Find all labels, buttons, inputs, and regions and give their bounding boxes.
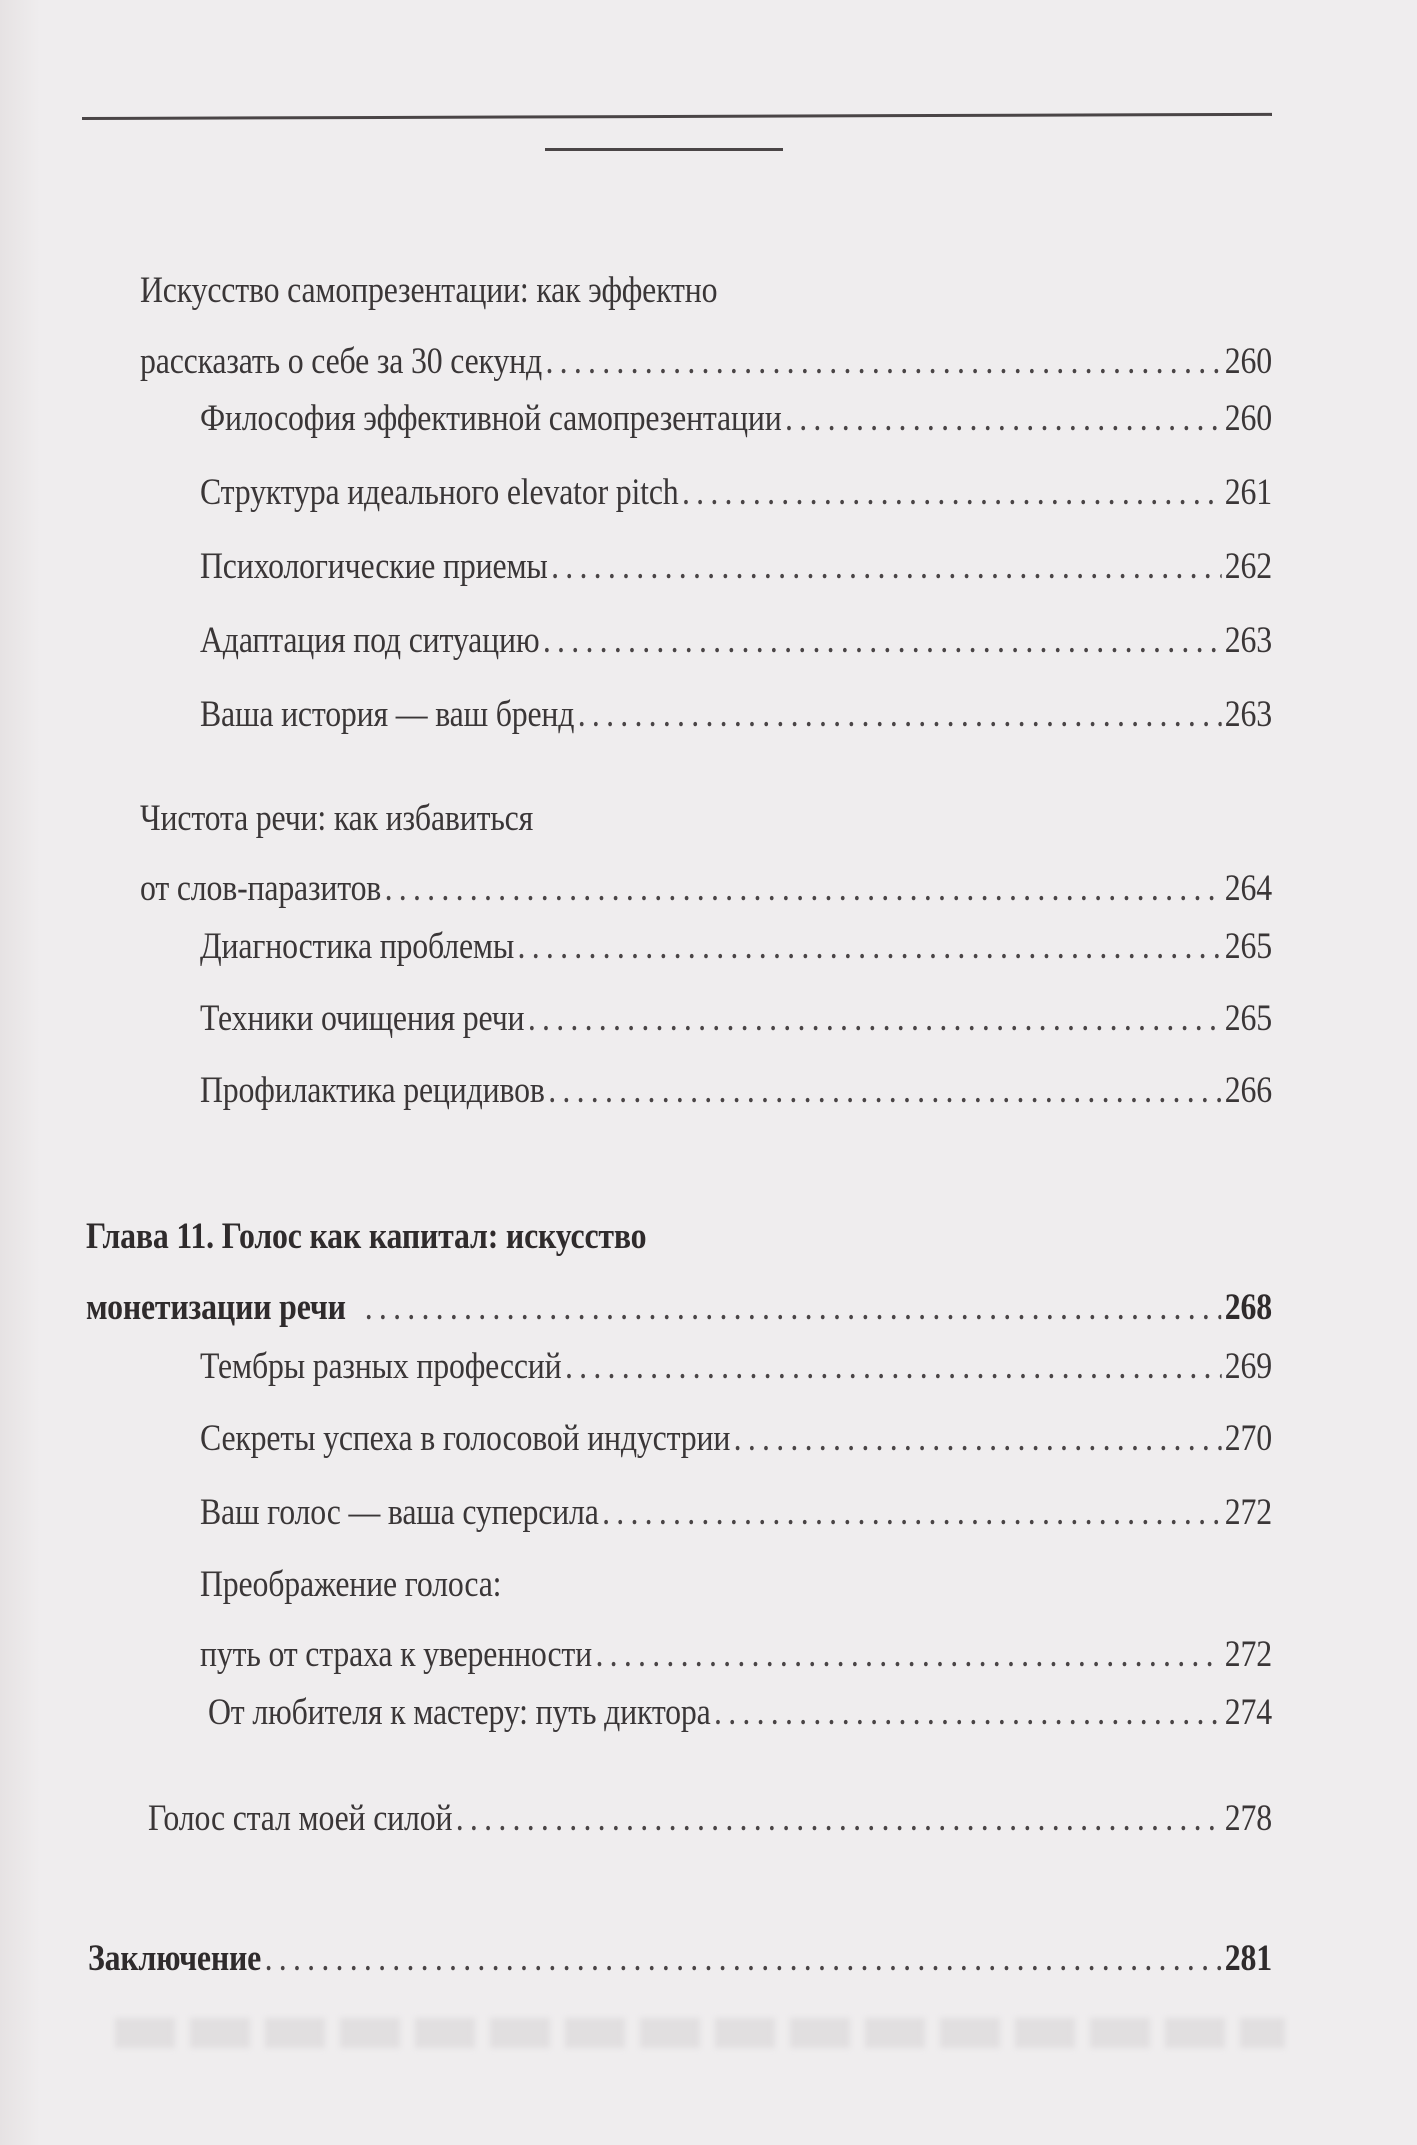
toc-title: Философия эффективной самопрезентации (200, 398, 782, 439)
toc-line (140, 272, 1272, 309)
toc-title: Психологические приемы (200, 546, 548, 587)
toc-line (140, 870, 1272, 907)
toc-subsection[interactable] (200, 696, 1272, 733)
toc-title: путь от страха к уверенности (200, 1634, 593, 1675)
toc-line (86, 1289, 1272, 1326)
toc-page-number: 260 (1224, 398, 1272, 439)
toc-page-number: 261 (1224, 472, 1272, 513)
toc-line (200, 1566, 1272, 1603)
toc-title: Ваша история — ваш бренд (200, 694, 575, 735)
toc-page-number: 265 (1224, 998, 1272, 1039)
toc-title: Тембры разных профессий (200, 1346, 562, 1387)
toc-chapter[interactable] (86, 1218, 1272, 1326)
bleed-through-text (115, 2018, 1285, 2048)
toc-leader-dots (602, 1494, 1221, 1531)
toc-line (208, 1694, 1272, 1731)
toc-subsection[interactable] (200, 622, 1272, 659)
toc-title: Чистота речи: как избавиться (140, 798, 534, 839)
page-edge-shadow (0, 0, 40, 2145)
toc-leader-dots (551, 548, 1221, 585)
toc-leader-dots (578, 696, 1222, 733)
toc-title: Ваш голос — ваша суперсила (200, 1492, 599, 1533)
toc-page-number: 266 (1224, 1070, 1272, 1111)
toc-leader-dots (385, 870, 1222, 907)
toc-leader-dots (518, 928, 1222, 965)
toc-line (200, 1000, 1272, 1037)
toc-line (200, 1494, 1272, 1531)
toc-leader-dots (682, 474, 1221, 511)
toc-title: Преображение голоса: (200, 1564, 502, 1605)
toc-line (88, 1940, 1272, 1977)
toc-subsection[interactable] (200, 474, 1272, 511)
toc-section[interactable] (148, 1800, 1272, 1837)
toc-subsection[interactable] (200, 1420, 1272, 1457)
toc-title: Секреты успеха в голосовой индустрии (200, 1418, 731, 1459)
toc-line (200, 696, 1272, 733)
toc-leader-dots (545, 343, 1221, 380)
toc-subsection[interactable] (200, 1494, 1272, 1531)
toc-leader-dots (714, 1694, 1221, 1731)
toc-page-number: 264 (1224, 868, 1272, 909)
toc-line (200, 928, 1272, 965)
toc-subsection[interactable] (200, 1566, 1272, 1673)
toc-title: Глава 11. Голос как капитал: искусство (86, 1216, 647, 1257)
toc-page-number: 270 (1224, 1418, 1272, 1459)
toc-leader-dots (785, 400, 1221, 437)
toc-title: Структура идеального elevator pitch (200, 472, 679, 513)
toc-section[interactable] (140, 272, 1272, 380)
toc-chapter[interactable] (88, 1940, 1272, 1977)
toc-subsection[interactable] (208, 1694, 1272, 1731)
header-rule (82, 113, 1272, 120)
toc-page-number: 263 (1224, 620, 1272, 661)
toc-subsection[interactable] (200, 1072, 1272, 1109)
toc-line (200, 474, 1272, 511)
toc-page-number: 269 (1224, 1346, 1272, 1387)
toc-page-number: 263 (1224, 694, 1272, 735)
toc-line (200, 1636, 1272, 1673)
toc-title: Техники очищения речи (200, 998, 525, 1039)
toc-title: Диагностика проблемы (200, 926, 515, 967)
toc-section[interactable] (140, 800, 1272, 907)
toc-title: От любителя к мастеру: путь диктора (208, 1692, 711, 1733)
toc-leader-dots (548, 1072, 1221, 1109)
toc-title: от слов-паразитов (140, 868, 382, 909)
toc-line (140, 343, 1272, 380)
header-short-rule (545, 148, 783, 151)
toc-leader-dots (734, 1420, 1222, 1457)
toc-line (148, 1800, 1272, 1837)
toc-page-number: 274 (1224, 1692, 1272, 1733)
toc-leader-dots (265, 1940, 1222, 1977)
toc-leader-dots (565, 1348, 1221, 1385)
toc-line (200, 622, 1272, 659)
toc-leader-dots (528, 1000, 1221, 1037)
toc-title: Заключение (88, 1938, 262, 1979)
toc-line (140, 800, 1272, 837)
toc-subsection[interactable] (200, 928, 1272, 965)
toc-page-number: 278 (1224, 1798, 1272, 1839)
toc-line (86, 1218, 1272, 1255)
toc-subsection[interactable] (200, 548, 1272, 585)
toc-page-number: 260 (1224, 341, 1272, 382)
toc-leader-dots (543, 622, 1221, 659)
toc-page-number: 272 (1224, 1492, 1272, 1533)
toc-leader-dots (365, 1289, 1222, 1326)
toc-line (200, 548, 1272, 585)
toc-title: монетизации речи (86, 1287, 346, 1328)
toc-title: рассказать о себе за 30 секунд (140, 341, 543, 382)
toc-line (200, 1420, 1272, 1457)
toc-line (200, 1072, 1272, 1109)
toc-subsection[interactable] (200, 1348, 1272, 1385)
toc-subsection[interactable] (200, 1000, 1272, 1037)
toc-page-number: 265 (1224, 926, 1272, 967)
toc-page-number: 268 (1224, 1287, 1272, 1328)
toc-title: Адаптация под ситуацию (200, 620, 540, 661)
toc-title: Искусство самопрезентации: как эффектно (140, 270, 718, 311)
toc-title: Профилактика рецидивов (200, 1070, 545, 1111)
toc-page-number: 272 (1224, 1634, 1272, 1675)
toc-subsection[interactable] (200, 400, 1272, 437)
toc-page-number: 281 (1224, 1938, 1272, 1979)
toc-line (200, 1348, 1272, 1385)
toc-leader-dots (595, 1636, 1221, 1673)
toc-line (200, 400, 1272, 437)
toc-title: Голос стал моей силой (148, 1798, 453, 1839)
toc-page-number: 262 (1224, 546, 1272, 587)
toc-leader-dots (456, 1800, 1222, 1837)
